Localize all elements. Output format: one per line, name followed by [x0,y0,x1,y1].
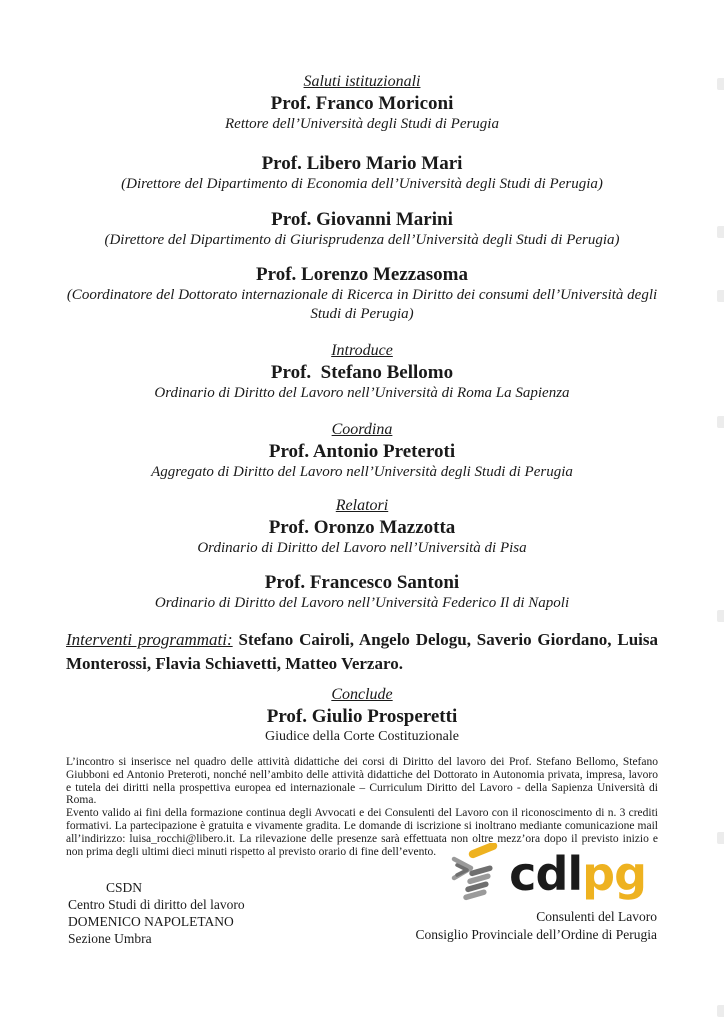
page-edge-artifact [717,1005,724,1017]
consulenti-line: Consulenti del Lavoro [536,909,657,924]
csdn-line: Sezione Umbra [68,931,152,946]
program-content [66,0,658,858]
speaker-entry [66,705,658,746]
page-edge-artifact [717,78,724,90]
footer-consulenti-block [416,908,657,943]
speaker-entry [66,208,658,250]
speaker-name: Prof. Antonio Preteroti [268,441,456,462]
speaker-role: Rettore dell’Università degli Studi di Perugia [225,116,499,132]
speaker-role: Giudice della Corte Costituzionale [264,729,459,744]
speaker-name: Prof. Franco Moriconi [270,93,454,114]
cdlpg-wordmark-yellow: pg [582,847,646,901]
section-heading-text: Relatori [335,497,389,514]
section-heading-text: Saluti istituzionali [303,73,421,90]
speaker-name: Prof. Giulio Prosperetti [266,706,458,727]
interventi-heading: Interventi programmati: [66,630,233,649]
section-heading [66,341,658,361]
speaker-role: Ordinario di Diritto del Lavoro nell’Università Federico Il di Napoli [154,595,570,611]
footer-csdn-block [68,879,245,947]
speaker-name: Prof. Libero Mario Mari [261,153,463,174]
speaker-role: (Direttore del Dipartimento di Giurisprudenza dell’Università degli Studi di Perugia) [104,232,620,248]
speaker-role: (Direttore del Dipartimento di Economia dell’Università degli Studi di Perugia) [121,176,603,192]
speaker-entry [66,152,658,194]
interventi-names: Stefano Cairoli, Angelo Delogu, Saverio Giordano, Luisa Monterossi, Flavia Schiavetti, Matteo Verzaro. [66,630,658,673]
section-heading [66,496,658,516]
page-edge-artifact [717,416,724,428]
speaker-entry [66,263,658,324]
speaker-role: Aggregato di Diritto del Lavoro nell’Università degli Studi di Perugia [151,464,573,480]
csdn-line: Centro Studi di diritto del lavoro [68,897,245,912]
csdn-acronym: CSDN [106,880,143,895]
section-heading-text: Conclude [331,686,393,703]
cdlpg-wordmark-black: cdl [509,847,583,901]
section-heading [66,685,658,705]
page-edge-artifact [717,832,724,844]
notes-paragraph-2: Evento valido ai fini della formazione continua degli Avvocati e dei Consulenti del Lavoro con il riconoscimento di n. 3 crediti formativi. La partecipazione è gratuita e vivamente gradita. Le domande di iscrizione si inoltrano mediante comunicazione mail all’indirizzo: luisa_rocchi@libero.it. La rilevazione delle presenze sarà effettuata non oltre mezz’ora dopo il previsto inizio e non prima degli ultimi dieci minuti rispetto al previsto orario di fine dell’evento. [66,807,658,858]
section-conclude [66,685,658,746]
speaker-entry [66,571,658,613]
speaker-name: Prof. Stefano Bellomo [270,362,454,383]
speaker-name: Prof. Lorenzo Mezzasoma [256,264,468,285]
speaker-entry [66,516,658,558]
section-coordina [66,420,658,482]
section-relatori [66,496,658,613]
consulenti-line: Consiglio Provinciale dell’Ordine di Perugia [415,926,657,942]
interventi-programmati [66,628,658,676]
notes-paragraph-1: L’incontro si inserisce nel quadro delle attività didattiche dei corsi di Diritto del lavoro dei Prof. Stefano Bellomo, Stefano Giubboni ed Antonio Preteroti, nonché nell’ambito delle attività didattiche del Dottorato in Autonomia privata, impresa, lavoro e tutela dei diritti nella prospettiva europea ed internazionale – Curriculum Diritto del Lavoro - della Sapienza Università di Roma. [66,756,658,807]
page-edge-artifact [717,226,724,238]
speaker-entry [66,440,658,482]
stacked-bars-cube-icon [447,843,501,905]
csdn-line: DOMENICO NAPOLETANO [68,914,234,929]
speaker-role: Ordinario di Diritto del Lavoro nell’Università di Pisa [197,540,527,556]
speaker-entry [66,92,658,134]
speaker-name: Prof. Francesco Santoni [264,572,460,593]
section-heading-text: Coordina [331,421,393,438]
page-edge-artifact [717,610,724,622]
page-edge-artifact [717,290,724,302]
speaker-role: Ordinario di Diritto del Lavoro nell’Università di Roma La Sapienza [154,385,570,401]
speaker-name: Prof. Oronzo Mazzotta [268,517,456,538]
cdlpg-logo [447,843,646,905]
speaker-name: Prof. Giovanni Marini [271,209,453,230]
speaker-role: (Coordinatore del Dottorato internazionale di Ricerca in Diritto dei consumi dell’Università degli Studi di Perugia) [66,287,658,322]
section-heading-text: Introduce [331,342,393,359]
speaker-entry [66,361,658,403]
section-heading [66,420,658,440]
section-saluti-istituzionali [66,72,658,324]
section-heading [66,72,658,92]
cdlpg-wordmark [509,847,646,901]
section-introduce [66,341,658,403]
